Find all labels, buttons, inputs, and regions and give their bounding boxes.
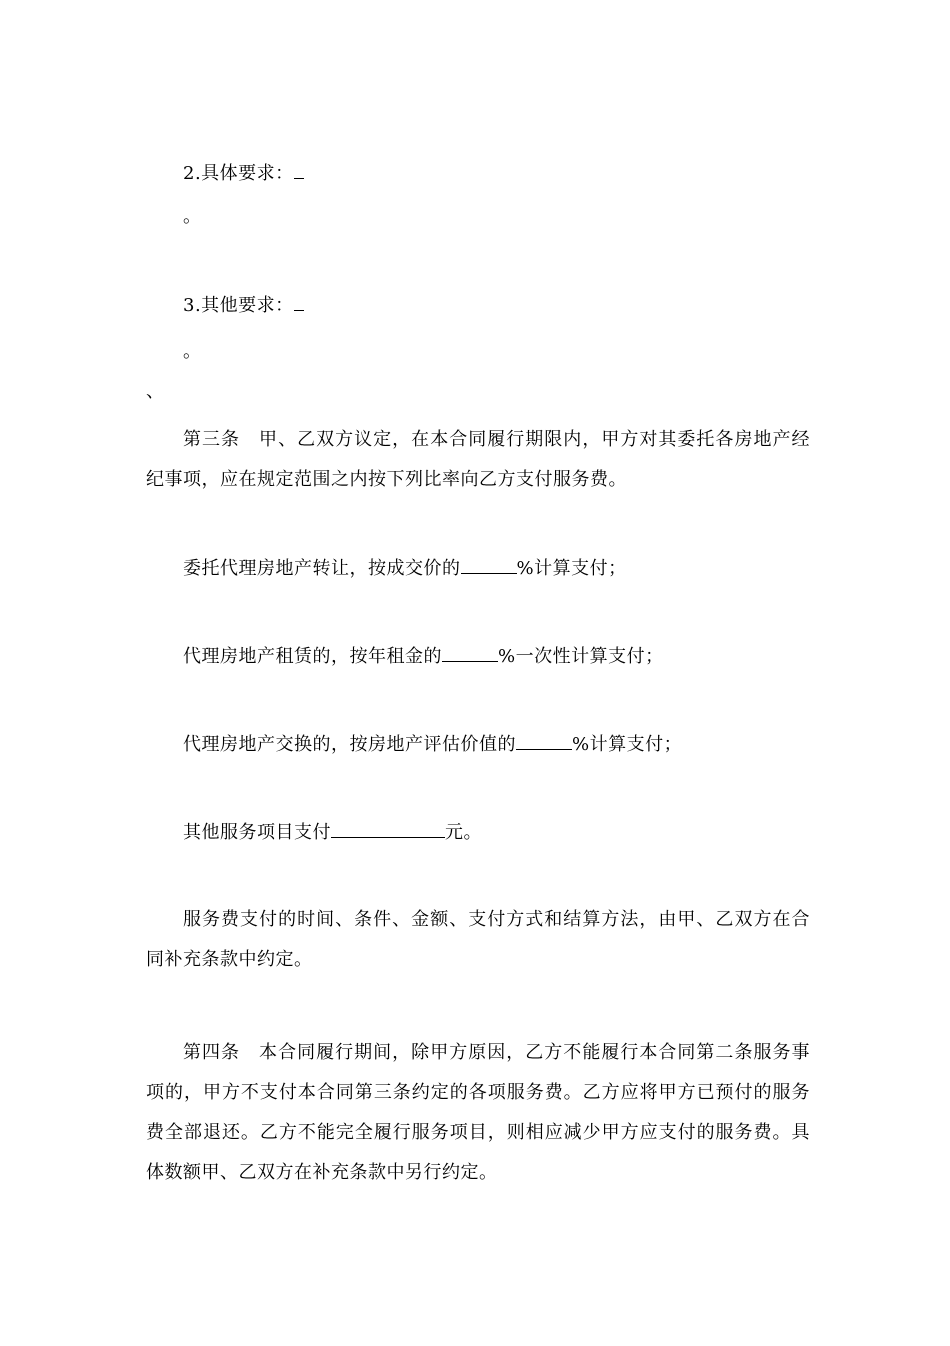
article-3-paragraph: 第三条 甲、乙双方议定，在本合同履行期限内，甲方对其委托各房地产经纪事项，应在规定范围之内按下列比率向乙方支付服务费。 <box>146 429 810 490</box>
fee-line-other-text: 其他服务项目支付 <box>183 822 331 843</box>
requirement-3-label: 3.其他要求： <box>183 295 294 316</box>
fee-transfer-blank <box>461 555 517 574</box>
fee-line-other <box>183 819 482 845</box>
fee-line-transfer-suffix: %计算支付； <box>516 558 627 579</box>
requirement-2-label: 2.具体要求： <box>183 163 294 184</box>
fee-line-lease-suffix: %一次性计算支付； <box>498 646 664 667</box>
fee-line-lease-text: 代理房地产租赁的，按年租金的 <box>183 646 442 667</box>
requirement-3-line <box>183 292 304 318</box>
fee-line-transfer <box>183 555 627 581</box>
fee-exchange-blank <box>516 731 572 750</box>
fee-line-exchange <box>183 731 682 757</box>
fee-lease-blank <box>442 643 498 662</box>
fee-line-transfer-text: 委托代理房地产转让，按成交价的 <box>183 558 461 579</box>
requirement-2-blank <box>294 160 304 179</box>
fee-line-lease <box>183 643 664 669</box>
fee-other-blank <box>331 819 445 838</box>
fee-line-other-suffix: 元。 <box>445 822 482 843</box>
requirement-3-blank <box>294 292 304 311</box>
requirement-2-end: 。 <box>183 206 202 227</box>
requirement-2-line <box>183 160 304 186</box>
article-4-paragraph: 第四条 本合同履行期间，除甲方原因，乙方不能履行本合同第二条服务事项的，甲方不支付本合同第三条约定的各项服务费。乙方应将甲方已预付的服务费全部退还。乙方不能完全履行服务项目，则相应减少甲方应支付的服务费。具体数额甲、乙双方在补充条款中另行约定。 <box>146 1042 810 1183</box>
stray-mark: 、 <box>146 381 165 402</box>
fee-line-exchange-suffix: %计算支付； <box>572 734 683 755</box>
payment-terms-paragraph: 服务费支付的时间、条件、金额、支付方式和结算方法，由甲、乙双方在合同补充条款中约定。 <box>146 909 810 970</box>
requirement-3-end: 。 <box>183 341 202 362</box>
fee-line-exchange-text: 代理房地产交换的，按房地产评估价值的 <box>183 734 516 755</box>
